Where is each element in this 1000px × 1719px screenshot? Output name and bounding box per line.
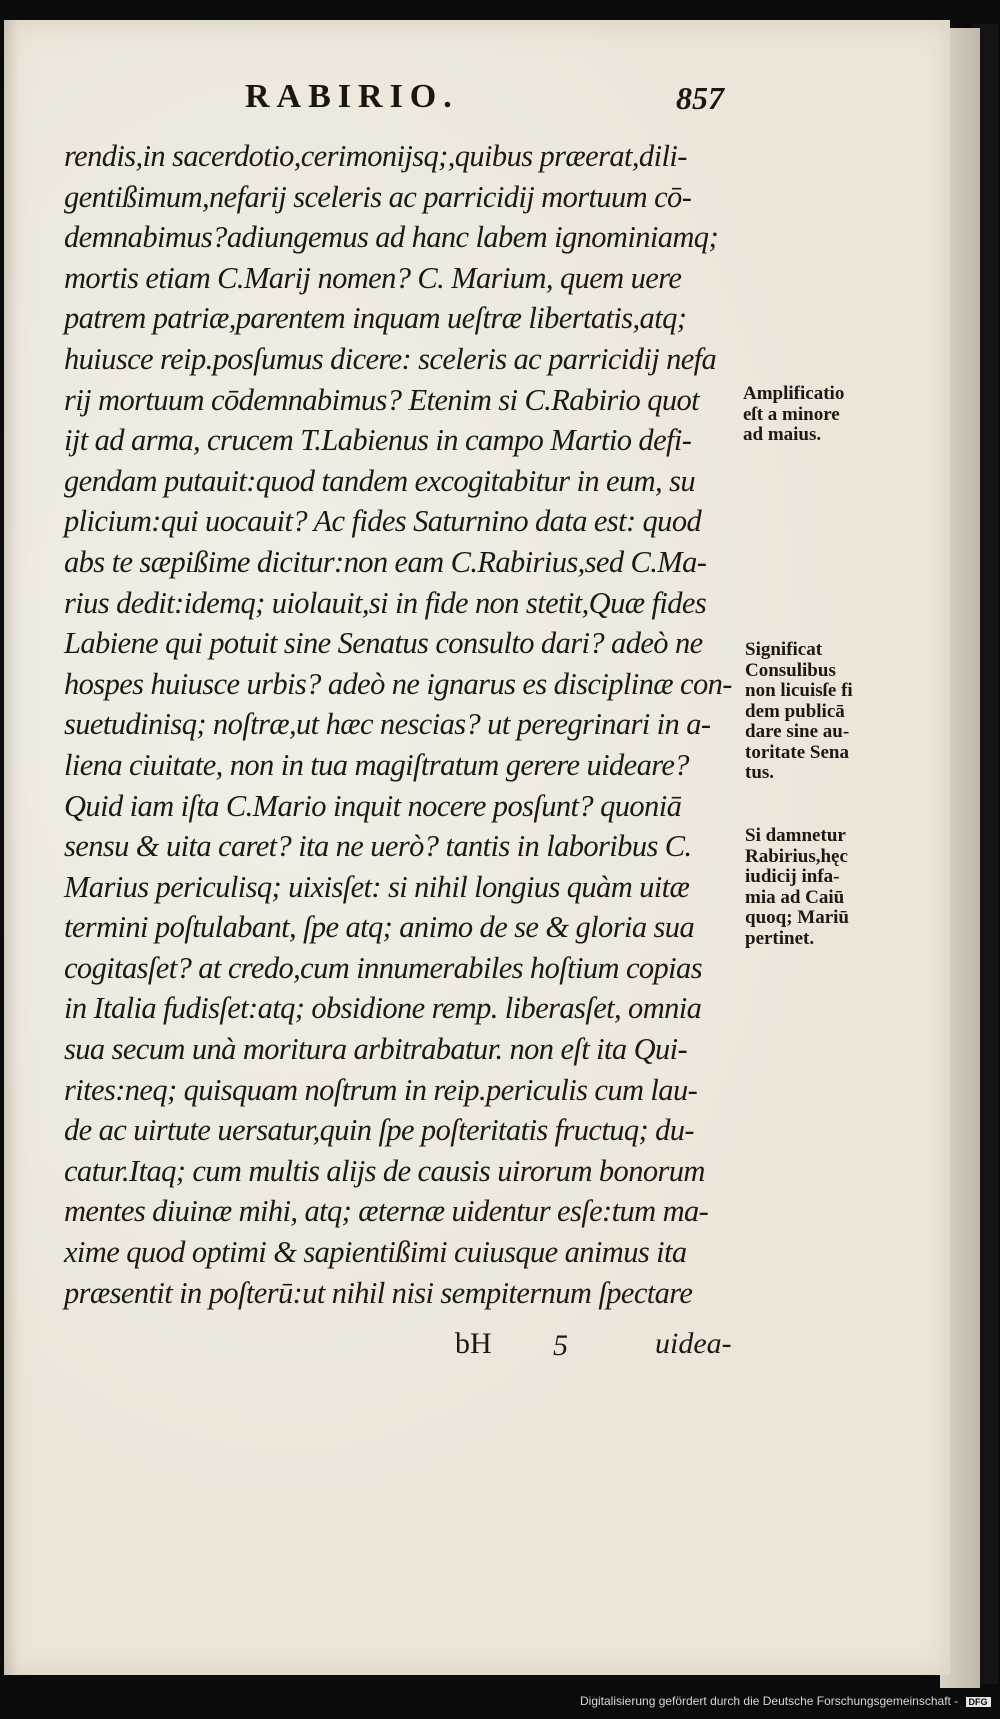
body-line: termini poſtulabant, ſpe atq; animo de se & gloria sua <box>64 910 695 945</box>
body-line: demnabimus?adiungemus ad hanc labem ignominiamq; <box>64 220 718 255</box>
running-head: RABIRIO. <box>245 78 459 115</box>
margin-note-line: Rabirius,hęc <box>745 845 848 867</box>
body-line: mentes diuinæ mihi, atq; æternæ uidentur esſe:tum ma- <box>64 1194 709 1229</box>
margin-note-line: toritate Sena <box>745 741 849 763</box>
body-line: rites:neq; quisquam noſtrum in reip.periculis cum lau- <box>64 1072 698 1107</box>
margin-note-line: Si damnetur <box>745 825 846 846</box>
margin-note-line: pertinet. <box>745 927 815 949</box>
signature-line <box>455 1327 745 1367</box>
body-line: gendam putauit:quod tandem excogitabitur in eum, su <box>64 463 695 498</box>
body-line: sensu & uita caret? ita ne uerò? tantis in laboribus C. <box>64 829 692 864</box>
body-line: xime quod optimi & sapientißimi cuiusque animus ita <box>64 1235 687 1270</box>
body-line: hospes huiusce urbis? adeò ne ignarus es disciplinæ con- <box>64 666 732 701</box>
margin-note-line: dem publicā <box>745 700 845 722</box>
margin-note-line: eſt a minore <box>743 403 840 425</box>
body-line: rendis,in sacerdotio,cerimonijsq;,quibus præerat,dili- <box>64 139 687 173</box>
margin-note-line: tus. <box>745 762 775 783</box>
margin-note-line: Significat <box>745 639 823 660</box>
margin-note-amplificatio <box>743 384 893 446</box>
margin-note-line: ad maius. <box>743 424 822 445</box>
catchword: uidea- <box>655 1327 732 1360</box>
body-line: Quid iam iſta C.Mario inquit nocere posſunt? quoniā <box>64 788 682 823</box>
body-line: Marius periculisq; uixisſet: si nihil longius quàm uitæ <box>64 869 690 904</box>
body-line: huiusce reip.posſumus dicere: sceleris ac parricidij nefa <box>64 341 717 376</box>
body-line: abs te sæpißime dicitur:non eam C.Rabirius,sed C.Ma- <box>64 544 707 579</box>
signature-mark: bH <box>455 1327 492 1360</box>
margin-note-line: non licuisſe fi <box>745 680 853 701</box>
body-line: gentißimum,nefarij sceleris ac parricidij mortuum cō- <box>64 179 692 214</box>
margin-note-line: Consulibus <box>745 659 836 681</box>
body-text <box>64 136 749 1313</box>
body-line: Labiene qui potuit sine Senatus consulto dari? adeò ne <box>64 626 703 661</box>
body-line: sua secum unà moritura arbitrabatur. non eſt ita Qui- <box>64 1032 688 1067</box>
body-line: præsentit in poſterū:ut nihil nisi sempiternum ſpectare <box>64 1275 693 1310</box>
body-line: liena ciuitate, non in tua magiſtratum gerere uideare? <box>64 747 689 782</box>
body-line: patrem patriæ,parentem inquam ueſtræ libertatis,atq; <box>64 301 687 336</box>
margin-note-si-damnetur <box>745 826 895 949</box>
body-line: suetudinisq; noſtræ,ut hæc nescias? ut peregrinari in a- <box>64 707 711 742</box>
digitization-credit <box>580 1694 991 1708</box>
body-line: catur.Itaq; cum multis alijs de causis uirorum bonorum <box>64 1153 705 1188</box>
margin-note-line: iudicij infa- <box>745 866 840 887</box>
body-line: plicium:qui uocauit? Ac fides Saturnino data est: quod <box>64 504 702 539</box>
body-line: mortis etiam C.Marij nomen? C. Marium, quem uere <box>64 260 682 295</box>
dfg-logo: DFG <box>966 1697 991 1707</box>
body-line: cogitasſet? at credo,cum innumerabiles hoſtium copias <box>64 950 702 985</box>
body-line: rij mortuum cōdemnabimus? Etenim si C.Rabirio quot <box>64 382 700 417</box>
folio-number: 857 <box>676 80 724 116</box>
margin-note-line: quoq; Mariū <box>745 907 849 928</box>
body-line: ijt ad arma, crucem T.Labienus in campo Martio defi- <box>64 423 692 458</box>
margin-note-significat <box>745 640 895 784</box>
body-line: in Italia fudisſet:atq; obsidione remp. liberasſet, omnia <box>64 991 702 1026</box>
margin-note-line: dare sine au- <box>745 721 850 742</box>
body-line: rius dedit:idemq; uiolauit,si in fide non stetit,Quæ fides <box>64 585 707 620</box>
credit-text: Digitalisierung gefördert durch die Deutsche Forschungsgemeinschaft - <box>580 1694 959 1708</box>
body-line: de ac uirtute uersatur,quin ſpe poſteritatis fructuq; du- <box>64 1113 694 1148</box>
margin-note-line: mia ad Caiū <box>745 886 845 908</box>
margin-note-line: Amplificatio <box>743 383 845 404</box>
signature-number: 5 <box>553 1329 568 1362</box>
